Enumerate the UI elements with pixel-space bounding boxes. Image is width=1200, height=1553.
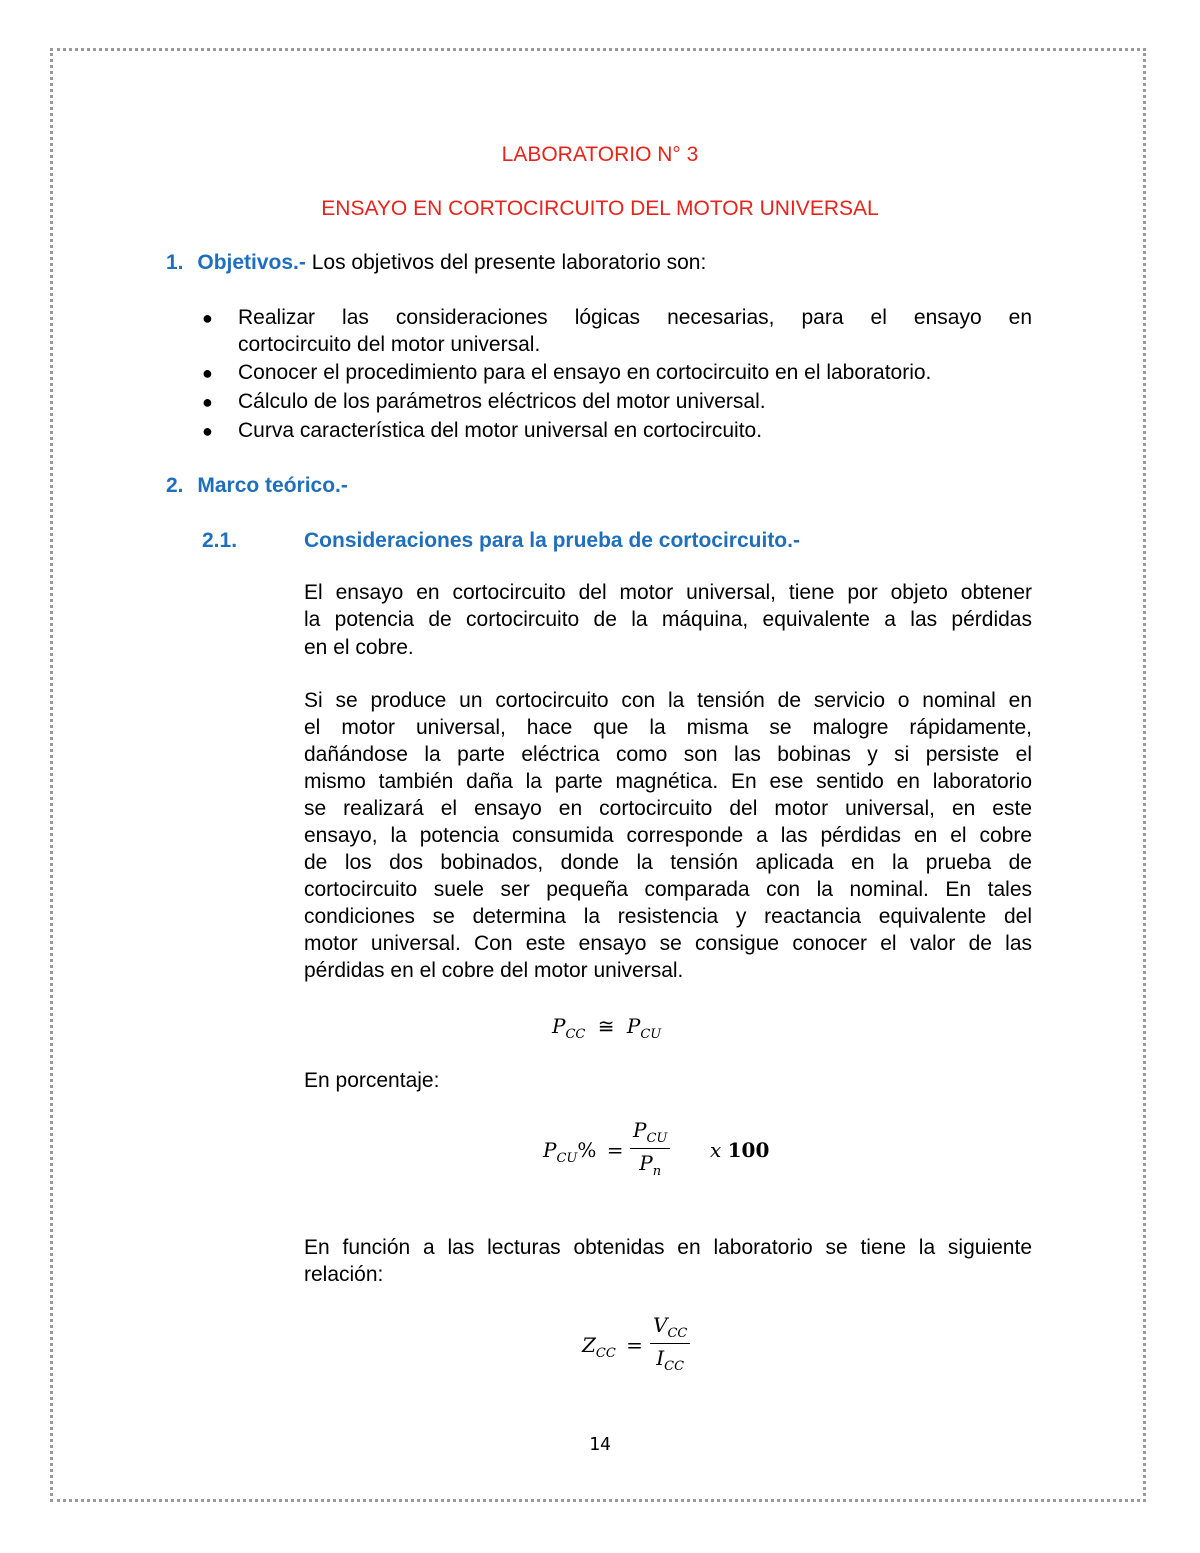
paragraph-line: el motor universal, hace que la misma se malogre rápidamente,	[304, 716, 1032, 739]
paragraph-line: en el cobre.	[304, 636, 414, 659]
bullet-icon: ●	[202, 363, 213, 383]
paragraph-line: mismo también daña la parte magnética. En ese sentido en laboratorio	[304, 770, 1032, 793]
section-1-title: Objetivos.-	[197, 251, 306, 274]
objective-item: Cálculo de los parámetros eléctricos del motor universal.	[238, 390, 766, 413]
bullet-icon: ●	[202, 392, 213, 412]
section-2-1-title: Consideraciones para la prueba de cortocircuito.-	[304, 529, 800, 552]
paragraph-line: se realizará el ensayo en cortocircuito del motor universal, en este	[304, 797, 1032, 820]
page-number: 14	[589, 1434, 611, 1455]
equation-zcc: $Z_{CC}$ =	[582, 1333, 643, 1361]
paragraph-line: pérdidas en el cobre del motor universal.	[304, 959, 684, 982]
paragraph-line: Si se produce un cortocircuito con la tensión de servicio o nominal en	[304, 689, 1032, 712]
paragraph-line: condiciones se determina la resistencia y reactancia equivalente del	[304, 905, 1032, 928]
equation-pcc-approx-pcu: $P_{CC}$ ≅ $P_{CU}$	[552, 1014, 662, 1042]
paragraph-line: ensayo, la potencia consumida corresponde a las pérdidas en el cobre	[304, 824, 1032, 847]
paragraph-line: de los dos bobinados, donde la tensión aplicada en la prueba de	[304, 851, 1032, 874]
section-2-heading	[166, 473, 348, 499]
bullet-icon: ●	[202, 421, 213, 441]
paragraph-line: motor universal. Con este ensayo se consigue conocer el valor de las	[304, 932, 1032, 955]
objective-item-continuation: cortocircuito del motor universal.	[238, 333, 541, 356]
section-2-1-number: 2.1.	[202, 529, 238, 552]
objective-item: Conocer el procedimiento para el ensayo en cortocircuito en el laboratorio.	[238, 361, 932, 384]
paragraph-line: cortocircuito suele ser pequeña comparada con la nominal. En tales	[304, 878, 1032, 901]
section-2-number: 2.	[166, 474, 184, 497]
equation-pcu-factor: x 100	[710, 1138, 770, 1162]
bullet-icon: ●	[202, 308, 213, 328]
paragraph-line: El ensayo en cortocircuito del motor universal, tiene por objeto obtener	[304, 581, 1032, 604]
porcentaje-label: En porcentaje:	[304, 1069, 440, 1092]
objective-item: Realizar las consideraciones lógicas necesarias, para el ensayo en	[238, 306, 1032, 329]
lab-title: LABORATORIO N° 3	[501, 143, 699, 166]
paragraph-line: relación:	[304, 1263, 384, 1286]
section-1-number: 1.	[166, 251, 184, 274]
lab-subtitle: ENSAYO EN CORTOCIRCUITO DEL MOTOR UNIVERSAL	[321, 197, 879, 220]
equation-zcc-fraction: $V_{CC}$ $I_{CC}$	[650, 1313, 690, 1374]
objective-item: Curva característica del motor universal en cortocircuito.	[238, 419, 763, 442]
section-1-intro: Los objetivos del presente laboratorio son:	[305, 251, 707, 274]
equation-pcu-fraction: $P_{CU}$ $P_n$	[630, 1118, 670, 1179]
paragraph-line: dañándose la parte eléctrica como son las bobinas y si persiste el	[304, 743, 1032, 766]
section-1-heading	[166, 250, 706, 276]
paragraph-line: la potencia de cortocircuito de la máquina, equivalente a las pérdidas	[304, 608, 1032, 631]
equation-pcu-percent: $P_{CU}\%$ =	[543, 1138, 624, 1166]
section-2-title: Marco teórico.-	[197, 474, 348, 497]
paragraph-line: En función a las lecturas obtenidas en laboratorio se tiene la siguiente	[304, 1236, 1032, 1259]
